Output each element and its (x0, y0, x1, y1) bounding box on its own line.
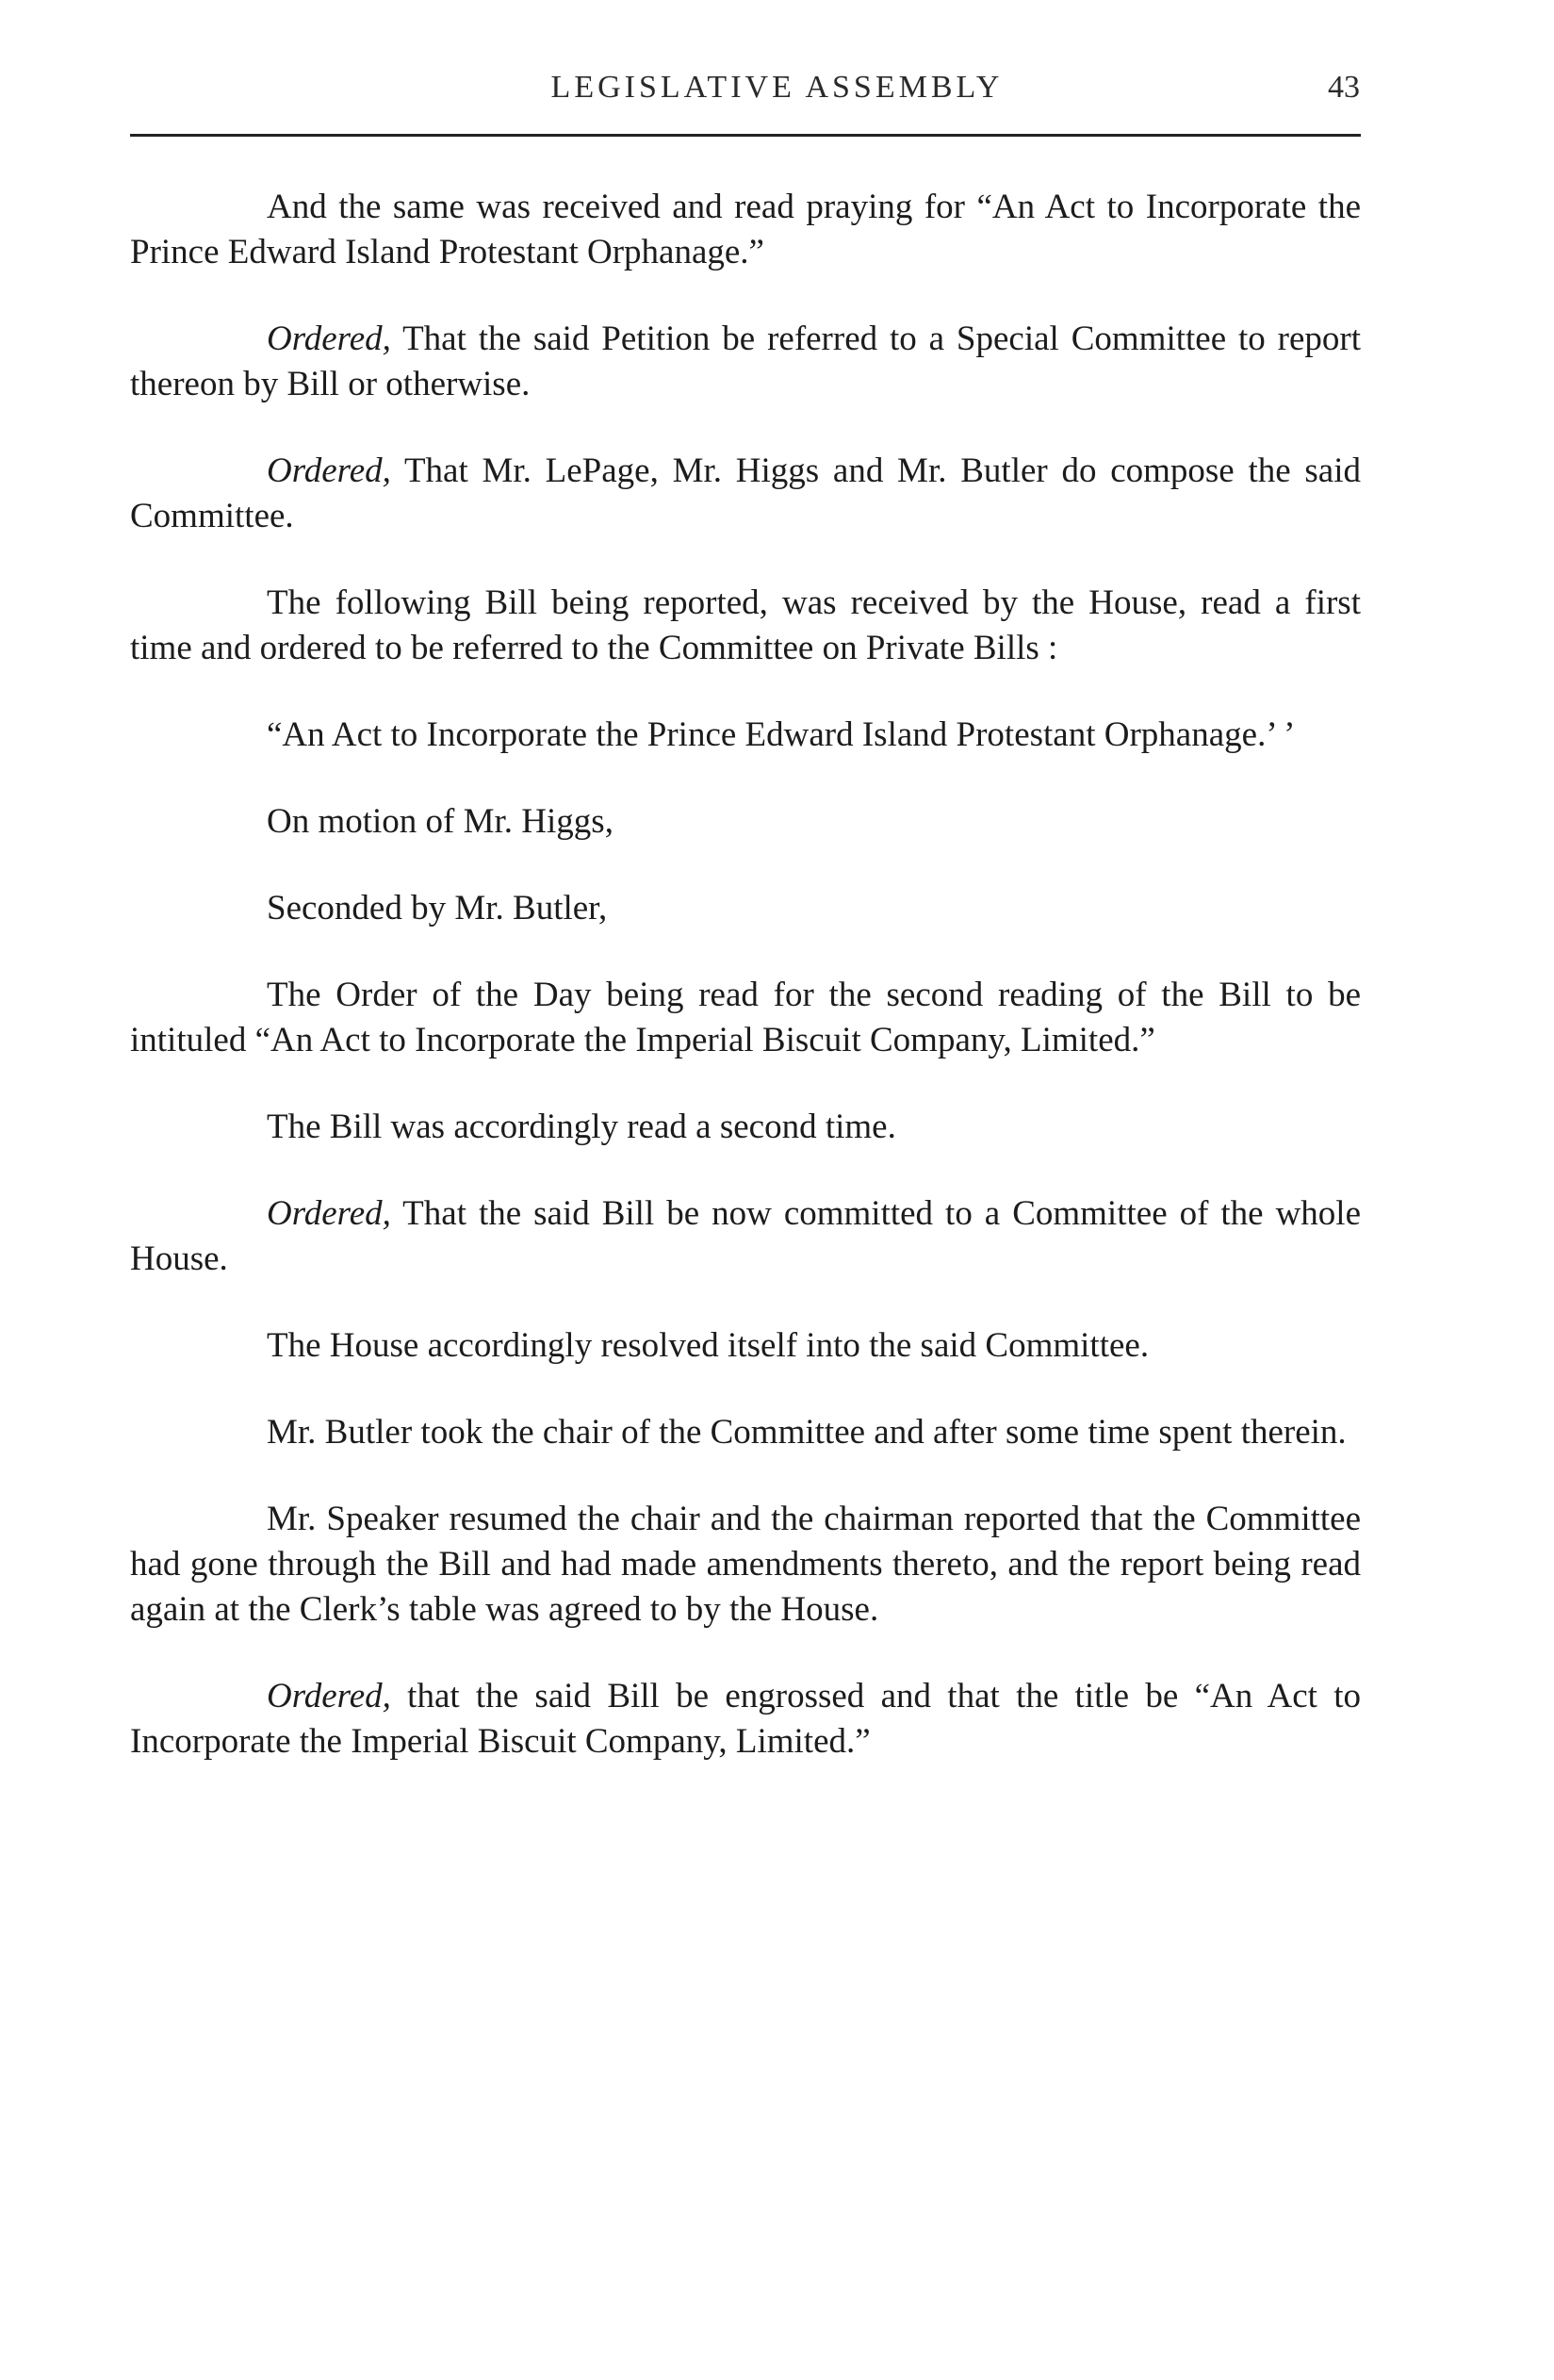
paragraph-ordered-engrossed (130, 1674, 1361, 1764)
paragraph-orphanage-act-title (130, 713, 1361, 758)
paragraph-second-reading (130, 1105, 1361, 1150)
running-header (0, 64, 1554, 111)
paragraph-lead: Ordered, (267, 1194, 391, 1233)
paragraph-text: The Order of the Day being read for the second reading of the Bill to be intituled “An Act to Incorporate the Imperial Biscuit Company, Limited.” (130, 976, 1361, 1059)
paragraph-petition-received (130, 185, 1361, 275)
paragraph-text: Seconded by Mr. Butler, (267, 889, 608, 927)
paragraph-bill-reported (130, 581, 1361, 671)
paragraph-text: That Mr. LePage, Mr. Higgs and Mr. Butler do compose the said Committee. (130, 451, 1361, 535)
page-number: 43 (1328, 70, 1360, 105)
paragraph-text: That the said Petition be referred to a Special Committee to report thereon by Bill or otherwise. (130, 320, 1361, 403)
paragraph-text: That the said Bill be now committed to a Committee of the whole House. (130, 1194, 1361, 1278)
header-rule (130, 134, 1361, 137)
paragraph-text: The House accordingly resolved itself into the said Committee. (267, 1326, 1150, 1365)
paragraph-text: The following Bill being reported, was received by the House, read a first time and ordered to be referred to the Committee on Private Bills : (130, 583, 1361, 667)
paragraph-text: On motion of Mr. Higgs, (267, 802, 613, 841)
paragraph-text: Mr. Butler took the chair of the Committee and after some time spent therein. (267, 1413, 1347, 1452)
paragraph-seconded (130, 886, 1361, 931)
paragraph-house-resolved (130, 1323, 1361, 1369)
paragraph-butler-chair (130, 1410, 1361, 1455)
paragraph-text: that the said Bill be engrossed and that the title be “An Act to Incorporate the Imperial Biscuit Company, Limited.” (130, 1677, 1361, 1761)
paragraph-text: “An Act to Incorporate the Prince Edward Island Protestant Orphanage.’ ’ (267, 715, 1296, 754)
running-title: LEGISLATIVE ASSEMBLY (550, 70, 1004, 105)
paragraph-ordered-committee-members (130, 449, 1361, 539)
paragraph-text: And the same was received and read praying for “An Act to Incorporate the Prince Edward Island Protestant Orphanage.” (130, 188, 1361, 271)
body-text (130, 185, 1361, 1806)
paragraph-speaker-resumed (130, 1497, 1361, 1633)
paragraph-lead: Ordered, (267, 1677, 391, 1715)
paragraph-lead: Ordered, (267, 451, 391, 490)
paragraph-ordered-special-committee (130, 317, 1361, 407)
paragraph-motion (130, 799, 1361, 845)
paragraph-text: Mr. Speaker resumed the chair and the chairman reported that the Committee had gone through the Bill and had made amendments thereto, and the report being read again at the Clerk’s table was agreed to by the House. (130, 1500, 1361, 1629)
paragraph-order-of-day (130, 973, 1361, 1063)
paragraph-ordered-committed (130, 1191, 1361, 1282)
paragraph-text: The Bill was accordingly read a second time. (267, 1108, 896, 1146)
paragraph-lead: Ordered, (267, 320, 391, 358)
